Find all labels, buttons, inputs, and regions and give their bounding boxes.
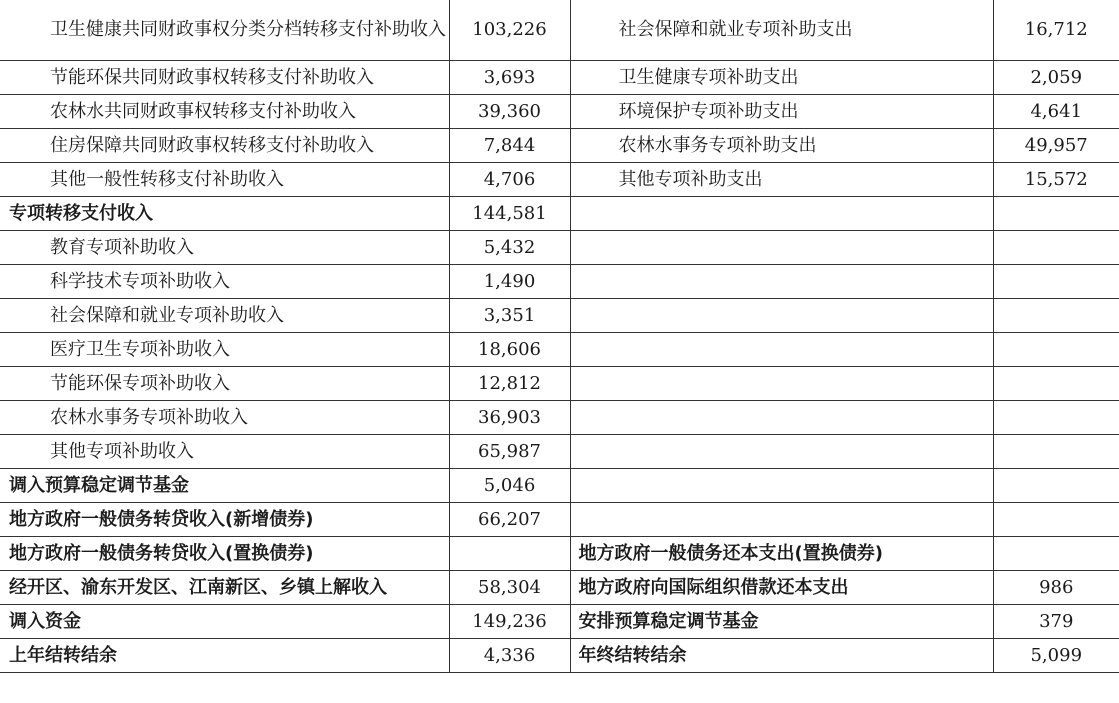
left-value-cell: 3,693: [449, 61, 570, 95]
left-label-cell: 经开区、渝东开发区、江南新区、乡镇上解收入: [0, 571, 449, 605]
left-label-cell: 住房保障共同财政事权转移支付补助收入: [0, 129, 449, 163]
left-label-cell: 其他一般性转移支付补助收入: [0, 163, 449, 197]
left-label-cell: 地方政府一般债务转贷收入(置换债券): [0, 537, 449, 571]
right-value-cell: 4,641: [993, 95, 1119, 129]
right-value-cell: 2,059: [993, 61, 1119, 95]
left-label-cell: 教育专项补助收入: [0, 231, 449, 265]
right-label-cell: 社会保障和就业专项补助支出: [570, 0, 993, 61]
table-row: [0, 299, 1119, 333]
right-value-cell: [993, 367, 1119, 401]
left-value-cell: [449, 537, 570, 571]
left-value-cell: 144,581: [449, 197, 570, 231]
left-label-cell: 其他专项补助收入: [0, 435, 449, 469]
right-label-cell: [570, 197, 993, 231]
left-value-cell: 39,360: [449, 95, 570, 129]
table-row: [0, 367, 1119, 401]
table-row: [0, 0, 1119, 61]
left-label-cell: 节能环保共同财政事权转移支付补助收入: [0, 61, 449, 95]
right-label-cell: [570, 333, 993, 367]
right-label-cell: [570, 299, 993, 333]
left-label-cell: 调入资金: [0, 605, 449, 639]
table-row: [0, 333, 1119, 367]
right-label-cell: [570, 435, 993, 469]
left-value-cell: 4,706: [449, 163, 570, 197]
right-value-cell: 986: [993, 571, 1119, 605]
right-label-cell: [570, 469, 993, 503]
right-label-cell: 地方政府一般债务还本支出(置换债券): [570, 537, 993, 571]
table-row: [0, 537, 1119, 571]
right-value-cell: [993, 231, 1119, 265]
right-value-cell: 379: [993, 605, 1119, 639]
left-value-cell: 66,207: [449, 503, 570, 537]
right-value-cell: [993, 503, 1119, 537]
left-label-cell: 节能环保专项补助收入: [0, 367, 449, 401]
right-value-cell: [993, 537, 1119, 571]
table-row: [0, 95, 1119, 129]
right-value-cell: 49,957: [993, 129, 1119, 163]
right-value-cell: [993, 299, 1119, 333]
table-row: [0, 605, 1119, 639]
left-label-cell: 上年结转结余: [0, 639, 449, 673]
left-value-cell: 5,432: [449, 231, 570, 265]
table-row: [0, 469, 1119, 503]
left-value-cell: 5,046: [449, 469, 570, 503]
right-label-cell: 其他专项补助支出: [570, 163, 993, 197]
right-value-cell: 16,712: [993, 0, 1119, 61]
right-value-cell: [993, 333, 1119, 367]
right-label-cell: [570, 503, 993, 537]
right-label-cell: 地方政府向国际组织借款还本支出: [570, 571, 993, 605]
table-row: [0, 639, 1119, 673]
right-value-cell: [993, 469, 1119, 503]
right-label-cell: [570, 265, 993, 299]
left-value-cell: 65,987: [449, 435, 570, 469]
table-row: [0, 129, 1119, 163]
right-label-cell: 安排预算稳定调节基金: [570, 605, 993, 639]
right-label-cell: 年终结转结余: [570, 639, 993, 673]
right-value-cell: [993, 435, 1119, 469]
table-row: [0, 231, 1119, 265]
table-row: [0, 401, 1119, 435]
left-label-cell: 医疗卫生专项补助收入: [0, 333, 449, 367]
table-row: [0, 61, 1119, 95]
right-label-cell: [570, 367, 993, 401]
right-label-cell: 环境保护专项补助支出: [570, 95, 993, 129]
left-value-cell: 12,812: [449, 367, 570, 401]
right-value-cell: [993, 197, 1119, 231]
left-value-cell: 58,304: [449, 571, 570, 605]
left-label-cell: 农林水事务专项补助收入: [0, 401, 449, 435]
left-value-cell: 3,351: [449, 299, 570, 333]
right-label-cell: [570, 401, 993, 435]
left-value-cell: 36,903: [449, 401, 570, 435]
left-value-cell: 1,490: [449, 265, 570, 299]
table-row: [0, 197, 1119, 231]
table-row: [0, 571, 1119, 605]
table-row: [0, 163, 1119, 197]
left-value-cell: 149,236: [449, 605, 570, 639]
left-label-cell: 专项转移支付收入: [0, 197, 449, 231]
left-label-cell: 地方政府一般债务转贷收入(新增债券): [0, 503, 449, 537]
right-value-cell: 5,099: [993, 639, 1119, 673]
left-value-cell: 4,336: [449, 639, 570, 673]
left-label-cell: 农林水共同财政事权转移支付补助收入: [0, 95, 449, 129]
right-label-cell: [570, 231, 993, 265]
table-row: [0, 265, 1119, 299]
left-label-cell: 社会保障和就业专项补助收入: [0, 299, 449, 333]
left-value-cell: 7,844: [449, 129, 570, 163]
left-value-cell: 18,606: [449, 333, 570, 367]
table-row: [0, 503, 1119, 537]
right-label-cell: 卫生健康专项补助支出: [570, 61, 993, 95]
left-value-cell: 103,226: [449, 0, 570, 61]
left-label-cell: 科学技术专项补助收入: [0, 265, 449, 299]
right-label-cell: 农林水事务专项补助支出: [570, 129, 993, 163]
right-value-cell: 15,572: [993, 163, 1119, 197]
table-row: [0, 435, 1119, 469]
right-value-cell: [993, 401, 1119, 435]
left-label-cell: 调入预算稳定调节基金: [0, 469, 449, 503]
right-value-cell: [993, 265, 1119, 299]
left-label-cell: 卫生健康共同财政事权分类分档转移支付补助收入: [0, 0, 449, 61]
